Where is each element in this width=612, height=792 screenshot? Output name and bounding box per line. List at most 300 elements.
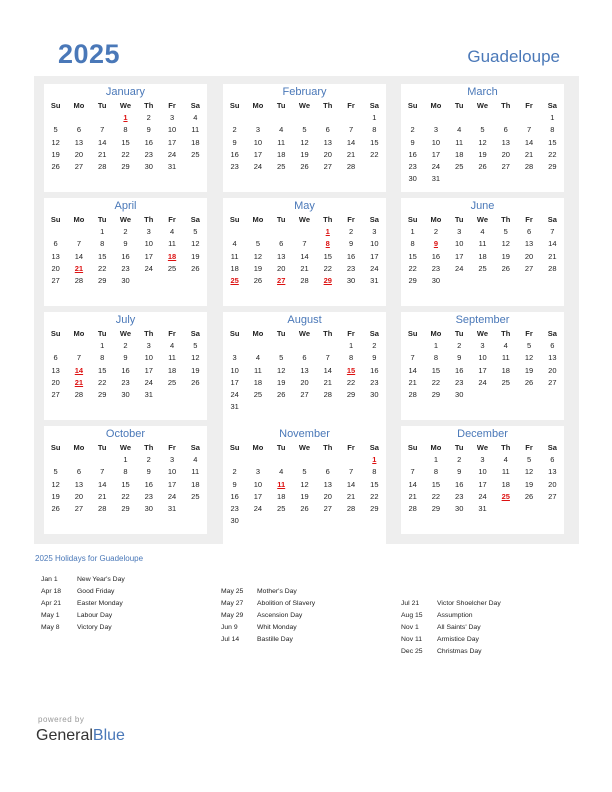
day-cell: 20 <box>74 491 84 501</box>
day-cell: 14 <box>323 365 332 375</box>
day-cell: 15 <box>121 479 130 489</box>
day-cell: 25 <box>501 377 510 387</box>
week-row <box>44 503 207 515</box>
holiday-item <box>41 574 125 586</box>
day-cell: 29 <box>548 162 557 172</box>
day-cell: 17 <box>230 377 239 387</box>
weekday-header <box>223 441 386 454</box>
weekday-label: Tu <box>97 443 107 452</box>
week-row <box>223 491 386 503</box>
weekday-label: Tu <box>276 443 286 452</box>
day-cell: 2 <box>232 125 237 135</box>
empty-cell <box>363 515 386 527</box>
day-cell: 19 <box>191 251 200 261</box>
day-cell: 4 <box>232 239 237 249</box>
day-cell: 3 <box>146 341 151 350</box>
weekday-label: Mo <box>430 215 442 224</box>
day-cell: 20 <box>548 365 557 375</box>
day-cell: 19 <box>51 149 60 159</box>
day-cell: 15 <box>431 365 441 375</box>
day-cell: 4 <box>279 467 284 477</box>
day-cell: 25 <box>277 504 286 514</box>
day-cell: 23 <box>408 162 417 172</box>
week-row <box>401 226 564 238</box>
day-cell: 6 <box>325 467 330 477</box>
empty-cell <box>316 112 339 124</box>
day-cell: 7 <box>325 353 330 363</box>
day-cell: 25 <box>455 162 464 172</box>
weekday-label: We <box>298 101 311 110</box>
day-cell: 15 <box>370 137 379 147</box>
empty-cell <box>184 503 207 515</box>
day-cell: 19 <box>524 479 534 489</box>
empty-cell <box>494 503 517 515</box>
weekday-label: Su <box>229 215 240 224</box>
day-cell: 29 <box>346 390 356 400</box>
day-cell: 9 <box>410 137 415 147</box>
week-row <box>401 389 564 401</box>
weekday-label: Th <box>501 443 511 452</box>
day-cell: 22 <box>431 377 441 387</box>
weekday-label: Sa <box>547 215 557 224</box>
day-cell: 17 <box>253 149 263 159</box>
day-cell: 10 <box>253 137 263 147</box>
weekday-label: We <box>119 329 132 338</box>
day-cell: 14 <box>74 251 84 261</box>
empty-cell <box>246 401 269 413</box>
weekday-label: Th <box>323 329 333 338</box>
day-cell: 28 <box>98 162 107 172</box>
weekday-label: Su <box>50 215 61 224</box>
day-cell: 9 <box>457 353 462 363</box>
day-cell: 27 <box>323 162 332 172</box>
weekday-label: Th <box>323 215 333 224</box>
week-row <box>223 149 386 161</box>
day-cell: 15 <box>98 365 107 375</box>
day-cell: 18 <box>191 479 200 489</box>
day-cell: 2 <box>146 455 151 464</box>
empty-cell <box>517 275 540 287</box>
day-cell: 1 <box>100 341 105 350</box>
empty-cell <box>67 340 90 352</box>
day-cell: 2 <box>457 341 462 350</box>
empty-cell <box>339 454 362 466</box>
day-cell: 3 <box>480 455 485 464</box>
holiday-date: Dec 25 <box>401 648 423 655</box>
empty-cell <box>184 389 207 401</box>
day-cell: 20 <box>74 149 84 159</box>
powered-by: powered by <box>38 715 85 724</box>
day-cell: 30 <box>431 276 441 286</box>
day-cell: 22 <box>121 149 130 159</box>
day-cell: 24 <box>167 149 177 159</box>
weekday-label: Fr <box>347 101 355 110</box>
week-row <box>401 479 564 491</box>
day-cell: 23 <box>230 162 239 172</box>
day-cell: 10 <box>144 239 153 249</box>
day-cell: 30 <box>144 504 153 514</box>
day-cell: 9 <box>232 479 237 489</box>
weekday-label: We <box>476 101 489 110</box>
week-row <box>44 454 207 466</box>
holiday-date: May 8 <box>41 624 60 631</box>
day-cell: 1 <box>372 455 377 464</box>
weekday-label: Su <box>229 443 240 452</box>
weekday-label: Th <box>501 329 511 338</box>
day-cell: 4 <box>255 353 260 363</box>
day-cell: 31 <box>144 390 153 400</box>
day-cell: 27 <box>524 263 534 273</box>
day-cell: 4 <box>193 455 198 464</box>
day-cell: 16 <box>144 137 153 147</box>
empty-cell <box>316 401 339 413</box>
weekday-label: Fr <box>168 443 176 452</box>
month-name: April <box>114 200 137 212</box>
weekday-label: Tu <box>97 101 107 110</box>
day-cell: 1 <box>123 455 128 464</box>
week-row <box>44 226 207 238</box>
day-cell: 31 <box>167 162 177 172</box>
day-cell: 4 <box>169 341 175 350</box>
day-cell: 26 <box>51 504 60 514</box>
day-cell: 5 <box>193 341 198 350</box>
holiday-item <box>221 586 315 598</box>
day-cell: 21 <box>408 491 417 501</box>
day-cell: 23 <box>144 491 153 501</box>
holiday-date: Jul 14 <box>221 636 240 643</box>
weekday-label: Su <box>50 443 61 452</box>
day-cell: 12 <box>51 137 60 147</box>
holiday-date: Apr 21 <box>41 600 62 607</box>
day-cell: 4 <box>279 125 284 135</box>
month-may <box>223 198 386 306</box>
weekday-label: Fr <box>347 215 355 224</box>
empty-cell <box>44 340 67 352</box>
week-row <box>44 124 207 136</box>
month-name: November <box>279 428 330 440</box>
weekday-label: Tu <box>454 101 464 110</box>
day-cell: 22 <box>323 263 332 273</box>
day-cell: 28 <box>74 390 84 400</box>
day-cell: 10 <box>230 365 239 375</box>
empty-cell <box>44 454 67 466</box>
weekday-header <box>223 213 386 226</box>
day-cell: 2 <box>232 467 237 477</box>
day-cell: 25 <box>277 162 286 172</box>
month-september <box>401 312 564 420</box>
day-cell: 6 <box>526 227 532 236</box>
day-cell: 23 <box>431 263 441 273</box>
day-cell: 25 <box>501 491 510 501</box>
empty-cell <box>517 389 540 401</box>
day-cell: 12 <box>300 479 309 489</box>
day-cell: 7 <box>76 239 81 249</box>
empty-cell <box>293 340 316 352</box>
day-cell: 22 <box>346 377 356 387</box>
day-cell: 1 <box>372 113 377 122</box>
day-cell: 9 <box>146 467 151 477</box>
day-cell: 14 <box>98 137 107 147</box>
day-cell: 20 <box>524 251 534 261</box>
day-cell: 28 <box>408 504 417 514</box>
week-row <box>223 503 386 515</box>
weekday-label: Mo <box>252 329 264 338</box>
day-cell: 14 <box>408 365 417 375</box>
week-row <box>223 401 386 413</box>
weekday-label: Tu <box>276 101 286 110</box>
day-cell: 8 <box>348 353 354 363</box>
day-cell: 12 <box>191 239 200 249</box>
empty-cell <box>401 454 424 466</box>
weekday-label: Tu <box>454 329 464 338</box>
day-cell: 7 <box>526 125 532 135</box>
day-cell: 8 <box>123 125 128 135</box>
holiday-date: Apr 18 <box>41 588 62 595</box>
day-cell: 29 <box>370 504 379 514</box>
holiday-date: Jun 9 <box>221 624 238 631</box>
holiday-item <box>221 598 315 610</box>
day-cell: 28 <box>346 504 356 514</box>
weekday-label: Fr <box>525 101 533 110</box>
weekday-label: Th <box>323 101 333 110</box>
day-cell: 2 <box>433 227 438 236</box>
weekday-header <box>44 99 207 112</box>
weekday-label: We <box>298 329 311 338</box>
empty-cell <box>316 515 339 527</box>
day-cell: 26 <box>300 504 309 514</box>
week-row <box>401 137 564 149</box>
month-name: June <box>470 200 495 212</box>
holiday-column <box>41 574 125 634</box>
day-cell: 9 <box>232 137 237 147</box>
day-cell: 1 <box>433 341 438 350</box>
day-cell: 19 <box>277 377 286 387</box>
day-cell: 1 <box>550 113 555 122</box>
day-cell: 20 <box>548 479 557 489</box>
day-cell: 5 <box>302 467 307 477</box>
weekday-label: Tu <box>276 215 286 224</box>
holiday-item <box>401 598 501 610</box>
day-cell: 26 <box>191 263 200 273</box>
day-cell: 30 <box>230 516 239 526</box>
day-cell: 8 <box>372 125 377 135</box>
day-cell: 21 <box>74 377 84 387</box>
weekday-label: Tu <box>276 329 286 338</box>
day-cell: 2 <box>372 341 377 350</box>
brand-logo[interactable]: GeneralBlue <box>36 727 125 744</box>
empty-cell <box>44 226 67 238</box>
day-cell: 29 <box>323 276 332 286</box>
week-row <box>223 454 386 466</box>
day-cell: 21 <box>524 149 534 159</box>
day-cell: 26 <box>524 491 534 501</box>
week-row <box>401 238 564 250</box>
day-cell: 29 <box>431 504 441 514</box>
holiday-date: May 1 <box>41 612 60 619</box>
day-cell: 11 <box>501 353 510 363</box>
holiday-date: Jan 1 <box>41 576 58 583</box>
holiday-name: All Saints' Day <box>437 624 481 631</box>
day-cell: 16 <box>370 365 379 375</box>
holiday-date: Nov 1 <box>401 624 419 631</box>
day-cell: 1 <box>433 455 438 464</box>
weekday-label: Th <box>501 215 511 224</box>
day-cell: 3 <box>255 125 260 135</box>
day-cell: 23 <box>121 377 130 387</box>
day-cell: 28 <box>323 390 332 400</box>
day-cell: 18 <box>191 137 200 147</box>
holiday-item <box>401 622 501 634</box>
day-cell: 14 <box>346 137 356 147</box>
day-cell: 15 <box>431 479 441 489</box>
day-cell: 14 <box>346 479 356 489</box>
empty-cell <box>270 340 293 352</box>
day-cell: 23 <box>346 263 356 273</box>
day-cell: 24 <box>455 263 464 273</box>
week-row <box>44 238 207 250</box>
day-cell: 5 <box>279 353 284 363</box>
day-cell: 27 <box>51 276 60 286</box>
week-row <box>401 377 564 389</box>
day-cell: 23 <box>121 263 130 273</box>
day-cell: 10 <box>478 467 487 477</box>
day-cell: 31 <box>230 402 239 412</box>
holiday-name: Victory Day <box>77 624 112 631</box>
day-cell: 18 <box>230 263 239 273</box>
weekday-label: Tu <box>454 443 464 452</box>
day-cell: 10 <box>478 353 487 363</box>
day-cell: 22 <box>98 377 107 387</box>
weekday-label: We <box>119 443 132 452</box>
day-cell: 2 <box>348 227 354 236</box>
week-row <box>401 173 564 185</box>
weekday-label: We <box>476 215 489 224</box>
day-cell: 7 <box>348 125 354 135</box>
week-row <box>401 365 564 377</box>
week-row <box>223 479 386 491</box>
holiday-item <box>41 622 125 634</box>
day-cell: 29 <box>408 276 417 286</box>
day-cell: 17 <box>253 491 263 501</box>
empty-cell <box>339 401 362 413</box>
weekday-header <box>401 441 564 454</box>
week-row <box>44 263 207 275</box>
day-cell: 1 <box>100 227 105 236</box>
day-cell: 12 <box>253 251 263 261</box>
weekday-label: Su <box>407 443 418 452</box>
weekday-label: Fr <box>347 443 355 452</box>
day-cell: 22 <box>370 149 379 159</box>
day-cell: 24 <box>167 491 177 501</box>
holiday-name: Armistice Day <box>437 636 479 643</box>
month-october <box>44 426 207 534</box>
weekday-label: Mo <box>73 443 85 452</box>
day-cell: 19 <box>191 365 200 375</box>
day-cell: 20 <box>51 263 60 273</box>
day-cell: 17 <box>144 251 153 261</box>
day-cell: 19 <box>300 491 309 501</box>
day-cell: 22 <box>121 491 130 501</box>
day-cell: 12 <box>300 137 309 147</box>
empty-cell <box>246 340 269 352</box>
empty-cell <box>246 454 269 466</box>
week-row <box>401 454 564 466</box>
day-cell: 28 <box>74 276 84 286</box>
day-cell: 5 <box>193 227 198 236</box>
week-row <box>401 340 564 352</box>
day-cell: 15 <box>323 251 332 261</box>
empty-cell <box>67 454 90 466</box>
month-november <box>223 426 386 546</box>
day-cell: 25 <box>167 263 177 273</box>
weekday-label: Sa <box>190 215 200 224</box>
day-cell: 15 <box>408 251 417 261</box>
weekday-header <box>44 327 207 340</box>
week-row <box>44 149 207 161</box>
day-cell: 28 <box>548 263 557 273</box>
day-cell: 10 <box>431 137 441 147</box>
week-row <box>223 389 386 401</box>
empty-cell <box>91 112 114 124</box>
day-cell: 25 <box>191 149 200 159</box>
day-cell: 11 <box>230 251 239 261</box>
day-cell: 28 <box>98 504 107 514</box>
empty-cell <box>494 112 517 124</box>
day-cell: 4 <box>457 125 462 135</box>
holiday-date: May 25 <box>221 588 244 595</box>
day-cell: 4 <box>503 341 508 350</box>
weekday-label: We <box>298 215 311 224</box>
day-cell: 16 <box>346 251 356 261</box>
day-cell: 6 <box>279 239 284 249</box>
day-cell: 13 <box>277 251 286 261</box>
day-cell: 9 <box>348 239 354 249</box>
week-row <box>223 515 386 527</box>
weekday-header <box>401 213 564 226</box>
weekday-label: Mo <box>430 101 442 110</box>
day-cell: 1 <box>325 227 330 236</box>
empty-cell <box>339 112 362 124</box>
day-cell: 9 <box>372 353 377 363</box>
empty-cell <box>223 454 246 466</box>
holiday-name: Abolition of Slavery <box>257 600 316 607</box>
day-cell: 18 <box>277 491 286 501</box>
weekday-label: Sa <box>369 215 379 224</box>
month-february <box>223 84 386 192</box>
day-cell: 16 <box>230 491 239 501</box>
day-cell: 20 <box>501 149 510 159</box>
month-name: October <box>105 428 146 440</box>
empty-cell <box>44 112 67 124</box>
day-cell: 29 <box>98 276 107 286</box>
day-cell: 21 <box>346 149 356 159</box>
month-july <box>44 312 207 420</box>
day-cell: 20 <box>323 149 332 159</box>
holiday-name: Assumption <box>437 612 473 619</box>
day-cell: 8 <box>372 467 377 477</box>
day-cell: 25 <box>191 491 200 501</box>
empty-cell <box>223 340 246 352</box>
week-row <box>44 161 207 173</box>
day-cell: 26 <box>191 377 200 387</box>
day-cell: 13 <box>323 137 332 147</box>
weekday-label: Th <box>144 329 154 338</box>
weekday-label: Su <box>229 329 240 338</box>
day-cell: 3 <box>480 341 485 350</box>
day-cell: 13 <box>323 479 332 489</box>
day-cell: 21 <box>98 149 107 159</box>
holiday-date: May 27 <box>221 600 244 607</box>
